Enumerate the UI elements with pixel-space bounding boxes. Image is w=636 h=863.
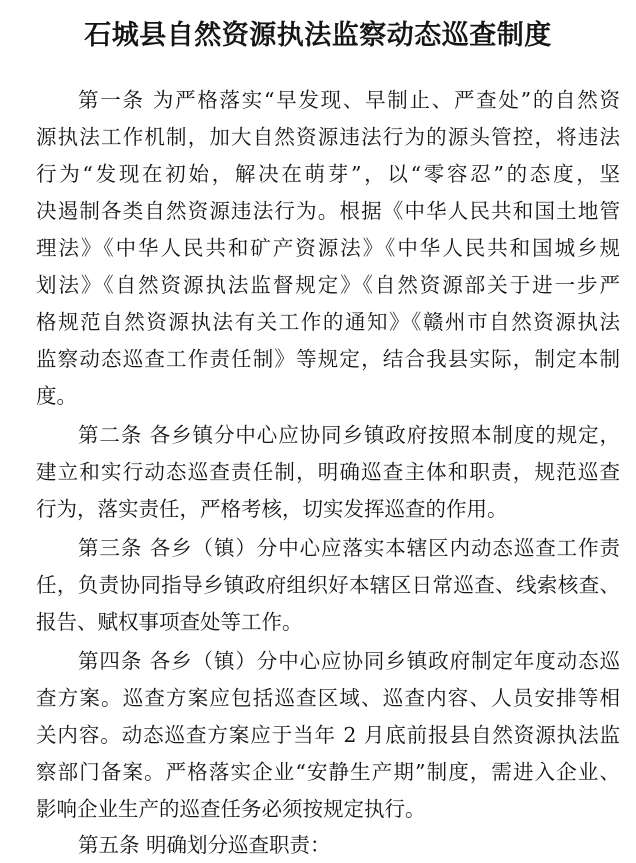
- text-line: 查方案。巡查方案应包括巡查区域、巡查内容、人员安排等相: [36, 686, 620, 710]
- text-line: 划法》《自然资源执法监督规定》《自然资源部关于进一步严: [36, 273, 620, 297]
- text-line: 第四条 各乡（镇）分中心应协同乡镇政府制定年度动态巡: [78, 649, 620, 673]
- text-line: 理法》《中华人民共和矿产资源法》《中华人民共和国城乡规: [36, 236, 620, 260]
- text-line: 关内容。动态巡查方案应于当年 2 月底前报县自然资源执法监: [36, 723, 620, 747]
- text-line: 监察动态巡查工作责任制》等规定，结合我县实际，制定本制: [36, 347, 620, 371]
- text-line: 行为“发现在初始，解决在萌芽”，以“零容忍”的态度，坚: [36, 162, 620, 186]
- text-line: 决遏制各类自然资源违法行为。根据《中华人民共和国土地管: [36, 199, 620, 223]
- text-line: 察部门备案。严格落实企业“安静生产期”制度，需进入企业、: [36, 760, 620, 784]
- text-line: 第二条 各乡镇分中心应协同乡镇政府按照本制度的规定，: [78, 423, 620, 447]
- text-line: 建立和实行动态巡查责任制，明确巡查主体和职责，规范巡查: [36, 460, 620, 484]
- document-title: 石城县自然资源执法监察动态巡查制度: [84, 20, 552, 51]
- text-line: 行为，落实责任，严格考核，切实发挥巡查的作用。: [36, 497, 508, 521]
- text-line: 第三条 各乡（镇）分中心应落实本辖区内动态巡查工作责: [78, 536, 620, 560]
- text-line: 第五条 明确划分巡查职责：: [78, 833, 331, 857]
- text-line: 第一条 为严格落实“早发现、早制止、严查处”的自然资: [78, 88, 620, 112]
- text-line: 影响企业生产的巡查任务必须按规定执行。: [36, 797, 426, 821]
- text-line: 源执法工作机制，加大自然资源违法行为的源头管控，将违法: [36, 125, 620, 149]
- text-line: 任，负责协同指导乡镇政府组织好本辖区日常巡查、线索核查、: [36, 573, 620, 597]
- text-line: 格规范自然资源执法有关工作的通知》《赣州市自然资源执法: [36, 310, 620, 334]
- text-line: 度。: [36, 384, 77, 408]
- text-line: 报告、赋权事项查处等工作。: [36, 610, 303, 634]
